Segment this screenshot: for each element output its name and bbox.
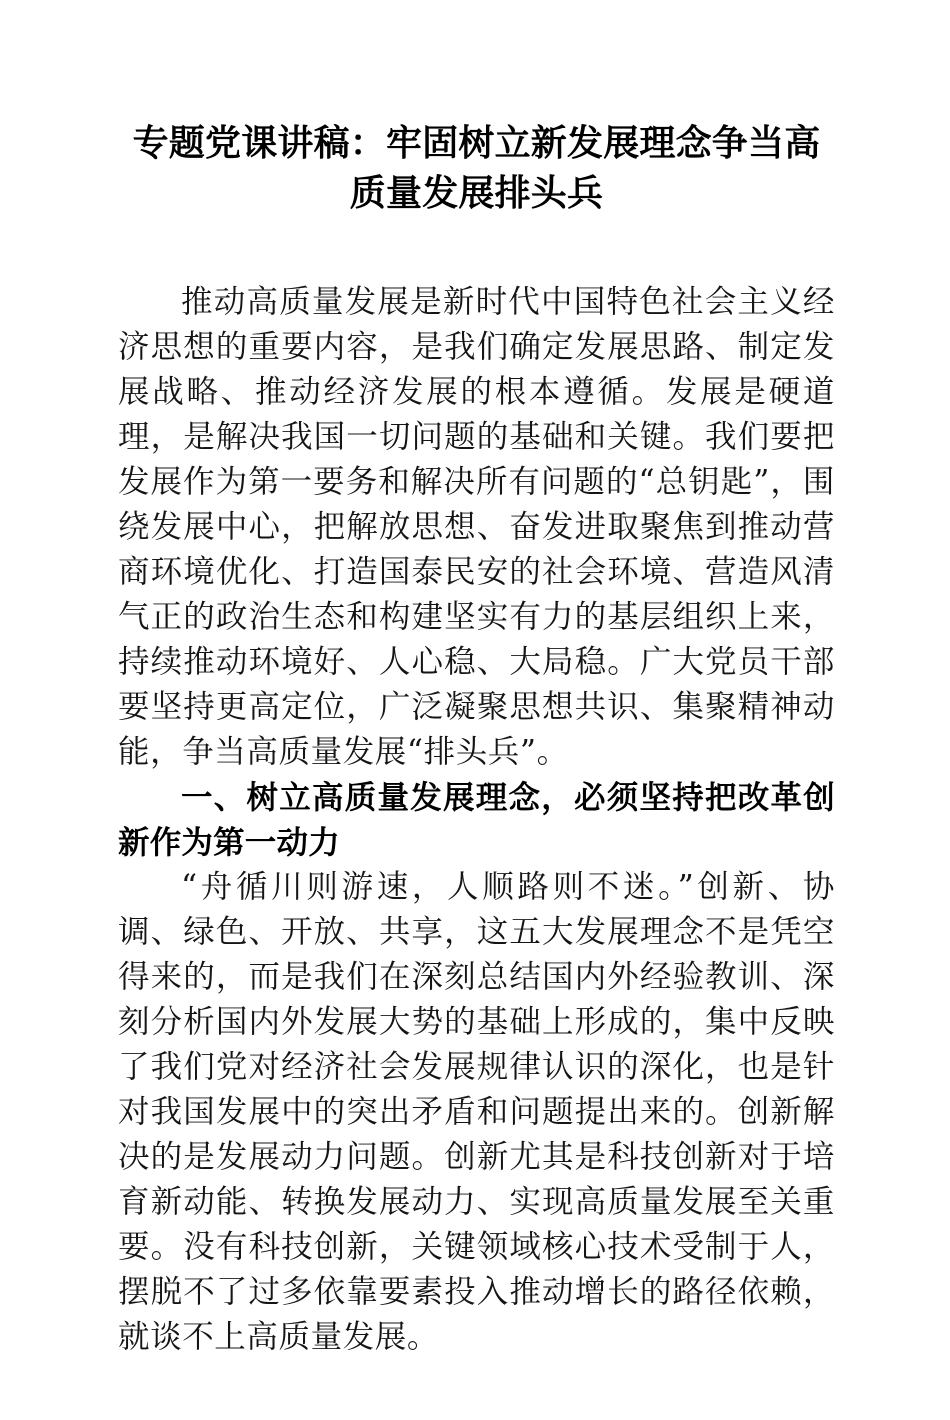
body-paragraph-2: “舟循川则游速，人顺路则不迷。”创新、协调、绿色、开放、共享，这五大发展理念不是凭空得来的，而是我们在深刻总结国内外经验教训、深刻分析国内外发展大势的基础上形成的，集中反映了我们党对经济社会发展规律认识的深化，也是针对我国发展中的突出矛盾和问题提出来的。创新解决的是发展动力问题。创新尤其是科技创新对于培育新动能、转换发展动力、实现高质量发展至关重要。没有科技创新，关键领域核心技术受制于人，摆脱不了过多依靠要素投入推动增长的路径依赖，就谈不上高质量发展。 bbox=[118, 869, 835, 1355]
page-title: 专题党课讲稿：牢固树立新发展理念争当高质量发展排头兵 bbox=[132, 123, 821, 213]
section-heading-1: 一、树立高质量发展理念，必须坚持把改革创新作为第一动力 bbox=[118, 779, 835, 860]
body-paragraph-1: 推动高质量发展是新时代中国特色社会主义经济思想的重要内容，是我们确定发展思路、制定发展战略、推动经济发展的根本遵循。发展是硬道理，是解决我国一切问题的基础和关键。我们要把发展作为第一要务和解决所有问题的“总钥匙”，围绕发展中心，把解放思想、奋发进取聚焦到推动营商环境优化、打造国泰民安的社会环境、营造风清气正的政治生态和构建坚实有力的基层组织上来，持续推动环境好、人心稳、大局稳。广大党员干部要坚持更高定位，广泛凝聚思想共识、集聚精神动能，争当高质量发展“排头兵”。 bbox=[118, 284, 835, 770]
title-spacer bbox=[118, 218, 835, 280]
